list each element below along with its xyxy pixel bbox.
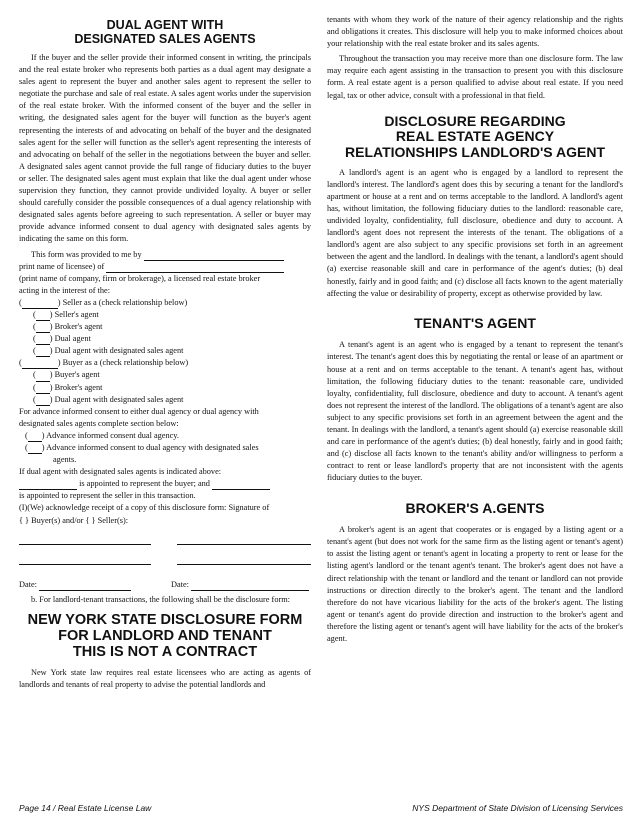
tenant-agent-paragraph: A tenant's agent is an agent who is engaged by a tenant to represent the tenant's interest. The tenant's agent does this by negotiating the rental or lease of an apartment or house at a rent and on terms acceptable to the tenant. A tenant's agent has, without limitation, the following fiduciary duties to the tenant: reasonable care, undivided loyalty, confidentiality, full disclosure, obedience and duty to account. A tenant's agent does not represent the interest of the landlord. The obligations of a tenant's agent are also subject to any specific provisions set forth in an agreement between the agent and the tenant. In dealings with the landlord, a tenant's agent should (a) exercise reasonable skill and care in performance of the agent's duties; (b) deal honestly, fairly and in good faith; and (c) disclose all facts known to the tenant's ability and/or willingness to perform a contract to rent or lease landlord's property that are not inconsistent with the agents fiduciary duties to the buyer. — [327, 340, 623, 483]
if-dual-line: If dual agent with designated sales agents is indicated above: — [19, 467, 222, 477]
landlord-agent-paragraph: A landlord's agent is an agent who is engaged by a landlord to represent the landlord's interest. The landlord's agent does this by securing a tenant for the landlord's apartment or house at a rent and on terms acceptable to the landlord. A landlord's agent has, without limitation, the following fiduciary duties to the landlord: reasonable care, undivided loyalty, confidentiality, full disclosure, obedience and duty to account. A landlord's agent does not represent the interests of the tenant. The obligations of a landlord's agent are also subject to any specific provisions set forth in an agreement between the agent and the landlord. In dealings with the tenant, a landlord's agent should (a) exercise reasonable skill and care in performance of the agent's duties; (b) deal honestly, fairly and in good faith; and (c) disclose all facts known to the agent materially affecting the value or desirability of property, except as otherwise provided by law. — [327, 167, 623, 298]
broker-agents-heading: BROKER'S A.GENTS — [405, 499, 545, 516]
throughout-paragraph: Throughout the transaction you may receive more than one disclosure form. The law may require each agent assisting in the transaction to present you with this disclosure form. A real estate agent is a person qualified to advise about real estate. If you need legal, tax or other advice, consult with a professional in that field. — [327, 54, 623, 100]
tenant-agent-heading: TENANT'S AGENT — [414, 314, 536, 331]
acting-in-line: acting in the interest of the: — [19, 285, 111, 295]
buyers-agent-checkbox[interactable] — [36, 372, 50, 382]
print-name-line: print name of licensee) of — [19, 261, 311, 273]
seller-option: ( ) Seller as a (check relationship below) — [19, 297, 311, 309]
dual-agent-designated-option-2: ( ) Dual agent with designated sales agent — [19, 394, 311, 406]
signature-line-3[interactable] — [19, 563, 151, 565]
dual-agent-heading — [19, 18, 311, 46]
signature-area — [19, 527, 311, 573]
brokers-agent-checkbox-2[interactable] — [36, 384, 50, 394]
dual-agent-checkbox[interactable] — [36, 335, 50, 345]
seller-checkbox[interactable] — [22, 299, 58, 309]
landlord-tenant-paragraph: b. For landlord-tenant transactions, the following shall be the disclosure form: — [31, 594, 290, 604]
signature-line-1[interactable] — [19, 543, 151, 545]
buyer-checkbox[interactable] — [22, 359, 58, 369]
sellers-agent-checkbox[interactable] — [36, 311, 50, 321]
date-label-1: Date: — [19, 579, 37, 589]
acknowledge-line-2: { } Buyer(s) and/or { } Seller(s): — [19, 515, 129, 525]
date-group-2 — [171, 579, 309, 591]
acknowledge-line-1: (I)(We) acknowledge receipt of a copy of this disclosure form: Signature of — [19, 503, 270, 513]
dual-agent-option: ( ) Dual agent — [19, 333, 311, 345]
dual-agent-designated-option-1: ( ) Dual agent with designated sales agent — [19, 345, 311, 357]
dual-agent-paragraph: If the buyer and the seller provide their informed consent in writing, the principals and the real estate broker who represents both parties as a dual agent may designate a sales agent to represent the buyer and another sales agent to represent the seller to negotiate the purchase and sale of real estate. A sales agent works under the supervision of the real estate broker. With the informed consent of the buyer and the seller in writing, the designated sales agent for the buyer will function as the buyer's agent representing the interests of and advocating on behalf of the buyer and the designated sales agent for the seller will function as the seller's agent representing the interests of and advocating on behalf of the seller in the negotiations between the buyer and seller. A designated sales agent cannot provide the full range of fiduciary duties to the buyer or seller. The designated sales agent must explain that like the dual agent under whose supervision they function, they cannot provide undivided loyalty. A buyer or seller should carefully consider the possible consequences of a dual agency relationship with designated sales agents before agreeing to such representation. A seller or buyer may provide advance informed consent to dual agency with designated sales agents by indicating the same on this form. — [19, 53, 311, 244]
disclosure-heading: DISCLOSURE REGARDING REAL ESTATE AGENCY RELATIONSHIPS LANDLORD'S AGENT — [345, 112, 605, 160]
broker-agent-paragraph: A broker's agent is an agent that cooperates or is engaged by a listing agent or a tenant's agent (but does not work for the same firm as the listing agent or tenant's agent) to assist the listing agent or tenant's agent in locating a property to rent or lease for the listing agent's landlord or the tenant agent's tenant. The broker's agent does not have a direct relationship with the tenant or landlord and the tenant or landlord can not provide instructions or direction directly to the broker's agent. The tenant and the landlord therefore do not have vicarious liability for the acts of the broker's agent. The listing agent or tenant's agent do provide direction and instruction to the broker's agent and therefore the listing agent or tenant's agent will have liability for the acts of the broker's agent. — [327, 525, 623, 644]
seller-agent-blank[interactable] — [212, 480, 270, 490]
ny-disclosure-heading: NEW YORK STATE DISCLOSURE FORM FOR LANDLORD AND TENANT THIS IS NOT A CONTRACT — [27, 611, 303, 661]
print-company-line: (print name of company, firm or brokerage), a licensed real estate broker — [19, 273, 261, 283]
brokers-agent-option-1: ( ) Broker's agent — [19, 321, 311, 333]
date-field-2[interactable] — [191, 581, 309, 591]
adv-dual-designated-cont: agents. — [53, 455, 77, 465]
appointed-buyer-line: is appointed to represent the buyer; and — [19, 478, 311, 490]
appointed-seller-line: is appointed to represent the seller in this transaction. — [19, 491, 196, 501]
continued-paragraph: tenants with whom they work of the nature of their agency relationship and the rights and obligations it creates. This disclosure will help you to make informed choices about your relationship with the real estate broker and its sales agents. — [327, 15, 623, 49]
dual-agent-designated-checkbox-2[interactable] — [36, 396, 50, 406]
buyer-agent-blank[interactable] — [19, 480, 77, 490]
signature-line-2[interactable] — [177, 543, 311, 545]
dual-title-line-1: DUAL AGENT WITH — [106, 18, 224, 32]
buyers-agent-option: ( ) Buyer's agent — [19, 369, 311, 381]
advance-consent-line-1: For advance informed consent to either dual agency or dual agency with — [19, 406, 259, 416]
adv-dual-checkbox[interactable] — [28, 432, 42, 442]
footer-right: NYS Department of State Division of Licensing Services — [412, 803, 623, 813]
buyer-option: ( ) Buyer as a (check relationship below) — [19, 357, 311, 369]
footer-left: Page 14 / Real Estate License Law — [19, 803, 152, 813]
date-field-1[interactable] — [39, 581, 131, 591]
adv-dual-option: ( ) Advance informed consent dual agency. — [19, 430, 311, 442]
left-column — [19, 14, 311, 694]
sellers-agent-option: ( ) Seller's agent — [19, 309, 311, 321]
adv-dual-designated-option: ( ) Advance informed consent to dual agency with designated sales — [19, 442, 311, 454]
adv-dual-designated-checkbox[interactable] — [28, 444, 42, 454]
advance-consent-line-2: designated sales agents complete section below: — [19, 418, 179, 428]
ny-paragraph: New York state law requires real estate licensees who are acting as agents of landlords and tenants of real property to advise the potential landlords and — [19, 667, 311, 689]
dual-title-line-2: DESIGNATED SALES AGENTS — [74, 32, 256, 46]
right-column — [327, 14, 623, 648]
licensee-blank[interactable] — [144, 251, 284, 261]
date-line — [19, 579, 311, 591]
form-provided-line: This form was provided to me by — [19, 249, 311, 261]
brokers-agent-option-2: ( ) Broker's agent — [19, 382, 311, 394]
company-blank[interactable] — [106, 263, 284, 273]
brokers-agent-checkbox-1[interactable] — [36, 323, 50, 333]
date-label-2: Date: — [171, 579, 189, 589]
dual-agent-designated-checkbox-1[interactable] — [36, 347, 50, 357]
signature-line-4[interactable] — [177, 563, 311, 565]
